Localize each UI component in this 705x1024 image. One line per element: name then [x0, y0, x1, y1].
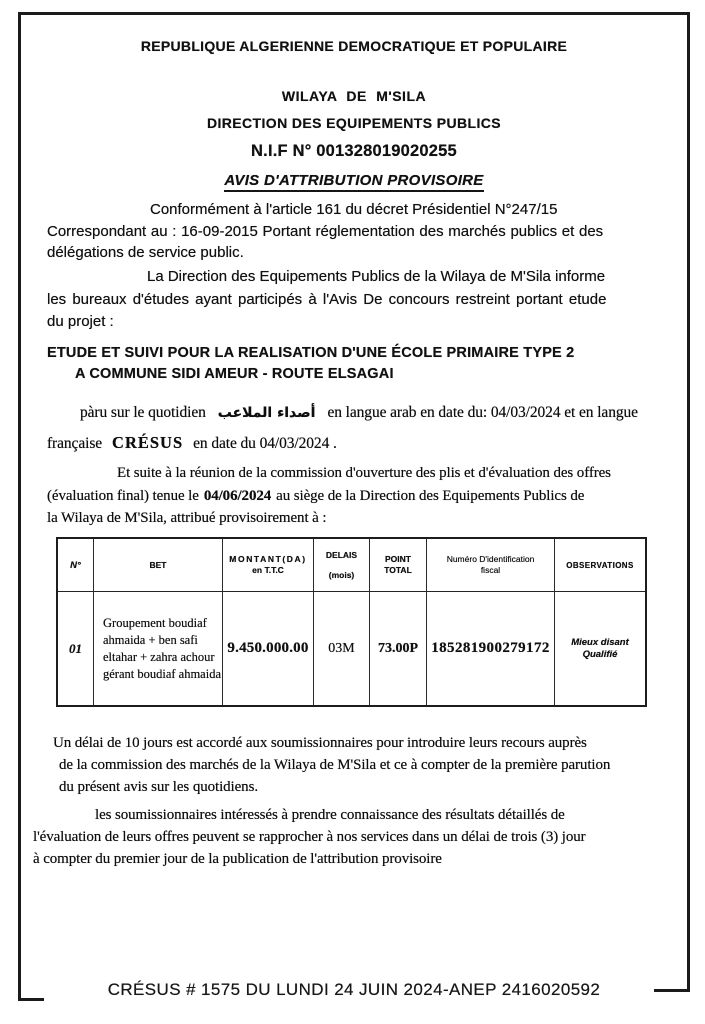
row-bet-line3: eltahar + zahra achour — [103, 649, 215, 664]
legal-reference-paragraph — [47, 199, 653, 264]
header-fiscal-line1: Numéro D'identification — [446, 554, 535, 564]
publication-line2-pre: française — [47, 435, 103, 452]
project-title-line-2: A COMMUNE SIDI AMEUR - ROUTE ELSAGAI — [75, 366, 394, 382]
header-delay — [314, 539, 370, 592]
results-info-paragraph — [33, 804, 651, 870]
header-delay-line2: (mois) — [328, 569, 355, 580]
row-observation-line2: Qualifié — [582, 648, 618, 660]
evaluation-line2-pre: (évaluation final) tenue le — [47, 487, 199, 504]
publication-line-2 — [47, 428, 653, 458]
row-fiscal-id: 185281900279172 — [427, 592, 555, 705]
evaluation-line-3: la Wilaya de M'Sila, attribué provisoirement à : — [47, 510, 327, 526]
award-table — [56, 537, 647, 707]
evaluation-line2-post: au siège de la Direction des Equipements Publics de — [276, 487, 585, 504]
evaluation-paragraph — [47, 462, 653, 530]
header-fiscal-id — [427, 539, 555, 592]
page-frame-top — [18, 12, 690, 15]
project-title-line-1: ETUDE ET SUIVI POUR LA REALISATION D'UNE ÉCOLE PRIMAIRE TYPE 2 — [47, 345, 575, 361]
announcement-paragraph — [47, 266, 653, 334]
legal-line-3: délégations de service public. — [47, 244, 244, 261]
results-line-2: l'évaluation de leurs offres peuvent se rapprocher à nos services dans un délai de trois (3) jour — [33, 829, 586, 845]
french-newspaper-name: CRÉSUS — [112, 433, 184, 452]
direction-title: DIRECTION DES EQUIPEMENTS PUBLICS — [206, 115, 501, 131]
row-points: 73.00P — [370, 592, 427, 705]
row-amount: 9.450.000.00 — [223, 592, 314, 705]
row-delay: 03M — [314, 592, 370, 705]
publication-paragraph — [47, 398, 653, 458]
results-line-3: à compter du premier jour de la publication de l'attribution provisoire — [33, 851, 442, 867]
fiscal-id-header: N.I.F N° 001328019020255 — [251, 142, 457, 160]
recourse-line-3: du présent avis sur les quotidiens. — [59, 779, 258, 795]
header-bet: BET — [94, 539, 223, 592]
legal-line-1: Conformément à l'article 161 du décret Présidentiel N°247/15 — [150, 201, 558, 218]
recourse-line-2: de la commission des marchés de la Wilaya de M'Sila et ce à compter de la première parution — [59, 757, 611, 773]
header-number: N° — [58, 539, 94, 592]
header-amount — [223, 539, 314, 592]
announcement-line-3: du projet : — [47, 313, 114, 330]
evaluation-line-2 — [47, 485, 653, 508]
publication-pre-text: pàru sur le quotidien — [80, 404, 206, 421]
wilaya-title: WILAYA DE M'SILA — [281, 88, 427, 104]
row-bet-line4: gérant boudiaf ahmaida — [103, 666, 222, 681]
results-line-1: les soumissionnaires intéressés à prendre connaissance des résultats détaillés de — [95, 807, 565, 823]
publication-post-text: en langue arab en date du: 04/03/2024 et en langue — [327, 404, 638, 421]
publication-line2-post: en date du 04/03/2024 . — [193, 435, 337, 452]
row-bet-line1: Groupement boudiaf — [103, 615, 207, 630]
newspaper-footer: CRÉSUS # 1575 DU LUNDI 24 JUIN 2024-ANEP 2416020592 — [107, 980, 601, 999]
header-amount-line1: MONTANT(DA) — [229, 554, 307, 564]
row-bet-name — [94, 592, 223, 705]
notice-title-text: AVIS D'ATTRIBUTION PROVISOIRE — [224, 172, 483, 192]
evaluation-line-1: Et suite à la réunion de la commission d'ouverture des plis et d'évaluation des offres — [117, 465, 611, 481]
header-points — [370, 539, 427, 592]
row-number: 01 — [58, 592, 94, 705]
announcement-line-2: les bureaux d'études ayant participés à l'Avis De concours restreint portant etude — [47, 290, 607, 308]
arabic-newspaper-name: أصداء الملاعب — [217, 405, 316, 421]
legal-line-2: Correspondant au : 16-09-2015 Portant réglementation des marchés publics et des — [47, 222, 604, 240]
notice-title — [18, 172, 690, 192]
recourse-line-1: Un délai de 10 jours est accordé aux soumissionnaires pour introduire leurs recours auprès — [53, 735, 587, 751]
recourse-paragraph — [53, 732, 651, 798]
header-amount-line2: en T.T.C — [252, 565, 284, 575]
announcement-line-1: La Direction des Equipements Publics de la Wilaya de M'Sila informe — [147, 268, 606, 285]
meeting-date: 04/06/2024 — [203, 487, 272, 504]
header-points-line1: POINT — [385, 554, 411, 564]
row-observation — [555, 592, 645, 705]
row-observation-line1: Mieux disant — [571, 636, 629, 648]
header-fiscal-line2: fiscal — [480, 565, 501, 575]
header-delay-line1: DELAIS — [325, 549, 358, 560]
project-title — [47, 343, 653, 385]
row-bet-line2: ahmaida + ben safi — [103, 632, 198, 647]
header-points-line2: TOTAL — [384, 565, 412, 575]
publication-line-1 — [47, 398, 653, 428]
country-title: REPUBLIQUE ALGERIENNE DEMOCRATIQUE ET POPULAIRE — [140, 38, 568, 54]
header-observations: OBSERVATIONS — [555, 539, 645, 592]
